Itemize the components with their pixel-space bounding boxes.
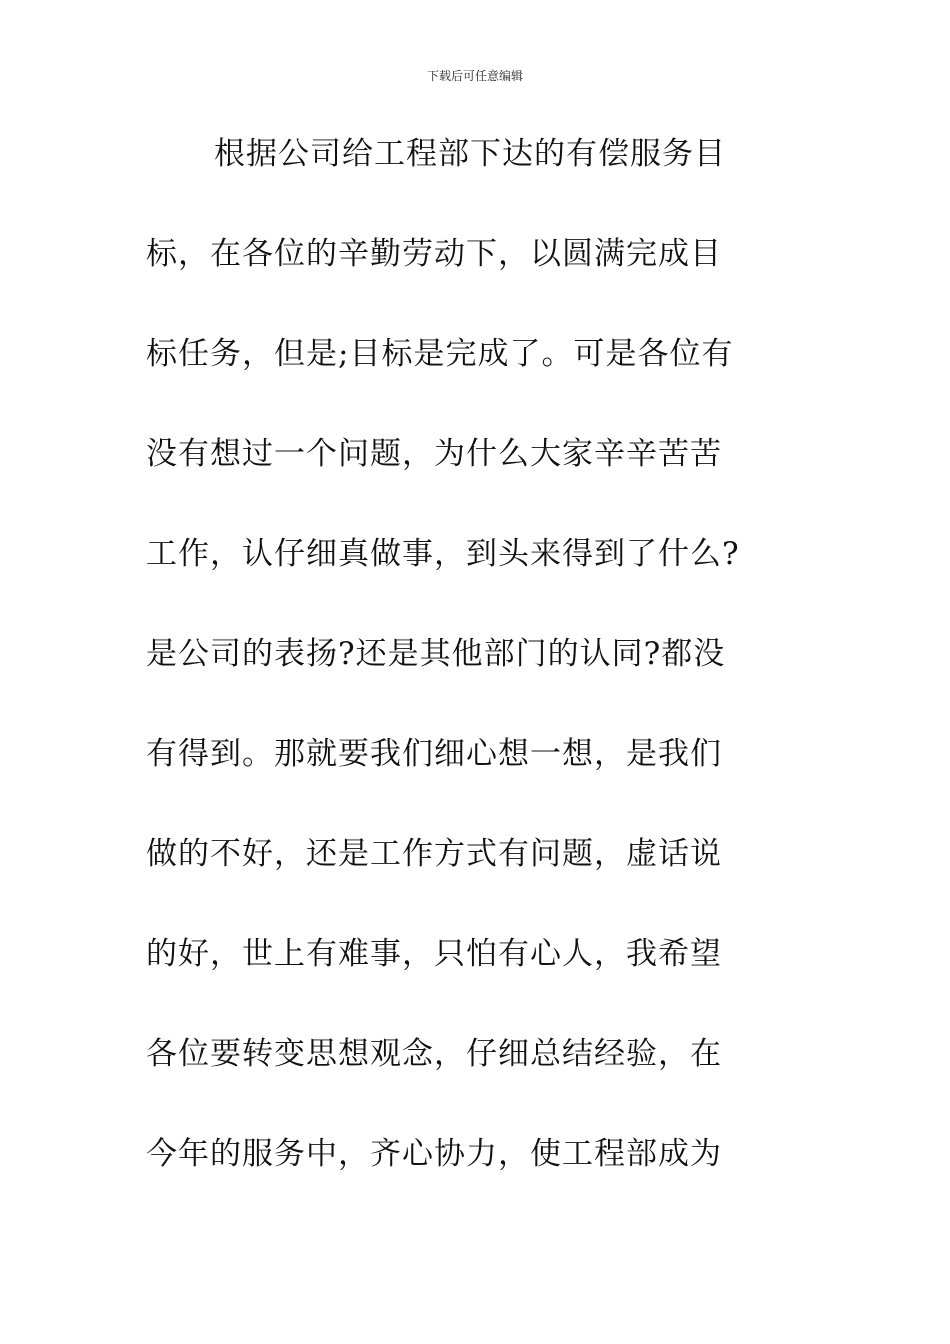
paragraph-line: 做的不好，还是工作方式有问题，虚话说 (146, 836, 722, 872)
body-paragraph (146, 128, 806, 1228)
paragraph-line: 根据公司给工程部下达的有偿服务目 (214, 136, 726, 172)
paragraph-line: 有得到。那就要我们细心想一想，是我们 (146, 736, 722, 772)
paragraph-line: 各位要转变思想观念，仔细总结经验，在 (146, 1036, 722, 1072)
paragraph-line: 标，在各位的辛勤劳动下，以圆满完成目 (146, 236, 722, 272)
page-header: 下载后可任意编辑 (426, 69, 523, 83)
paragraph-line: 是公司的表扬?还是其他部门的认同?都没 (146, 636, 726, 672)
paragraph-line: 今年的服务中，齐心协力，使工程部成为 (146, 1136, 722, 1172)
paragraph-line: 的好，世上有难事，只怕有心人，我希望 (146, 936, 722, 972)
paragraph-line: 工作，认仔细真做事，到头来得到了什么? (146, 536, 740, 572)
paragraph-line: 没有想过一个问题，为什么大家辛辛苦苦 (146, 436, 722, 472)
paragraph-line: 标任务，但是;目标是完成了。可是各位有 (146, 336, 734, 372)
